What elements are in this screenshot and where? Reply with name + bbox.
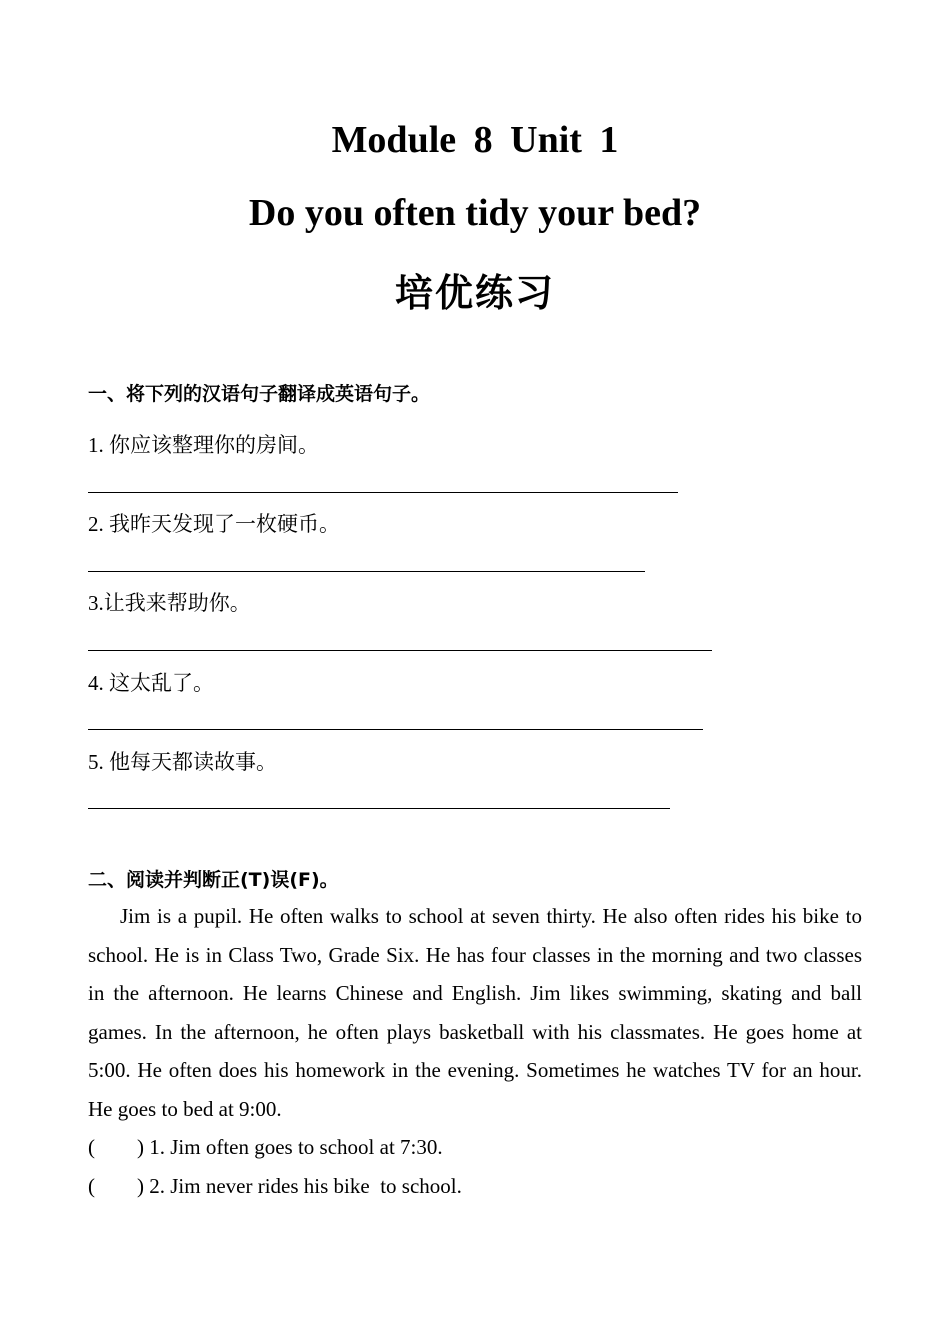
question-3: 3.让我来帮助你。 — [88, 591, 251, 615]
question-1: 1. 你应该整理你的房间。 — [88, 433, 319, 457]
answer-line-5[interactable] — [88, 808, 670, 809]
answer-line-4[interactable] — [88, 729, 703, 730]
reading-passage: Jim is a pupil. He often walks to school at seven thirty. He also often rides his bike to school. He is in Class Two, Grade Six. He has four classes in the morning and two classes in the afternoon. He learns Chinese and English. Jim likes swimming, skating and ball games. In the afternoon, he often plays basketball with his classmates. He goes home at 5:00. He often does his homework in the evening. Sometimes he watches TV for an hour. He goes to bed at 9:00. — [88, 904, 862, 1121]
answer-line-1[interactable] — [88, 492, 678, 493]
question-2: 2. 我昨天发现了一枚硬币。 — [88, 512, 340, 536]
question-5: 5. 他每天都读故事。 — [88, 750, 277, 774]
question-4: 4. 这太乱了。 — [88, 671, 214, 695]
section1-heading: 一、将下列的汉语句子翻译成英语句子。 — [88, 383, 431, 405]
true-false-item-1: ( ) 1. Jim often goes to school at 7:30. — [88, 1135, 443, 1159]
answer-line-2[interactable] — [88, 571, 645, 572]
section2-heading: 二、阅读并判断正(T)误(F)。 — [88, 869, 339, 891]
answer-line-3[interactable] — [88, 650, 712, 651]
lesson-title: Do you often tidy your bed? — [248, 192, 702, 234]
true-false-item-2: ( ) 2. Jim never rides his bike to school. — [88, 1174, 462, 1198]
worksheet-subtitle: 培优练习 — [394, 271, 555, 315]
module-title: Module 8 Unit 1 — [331, 119, 619, 161]
